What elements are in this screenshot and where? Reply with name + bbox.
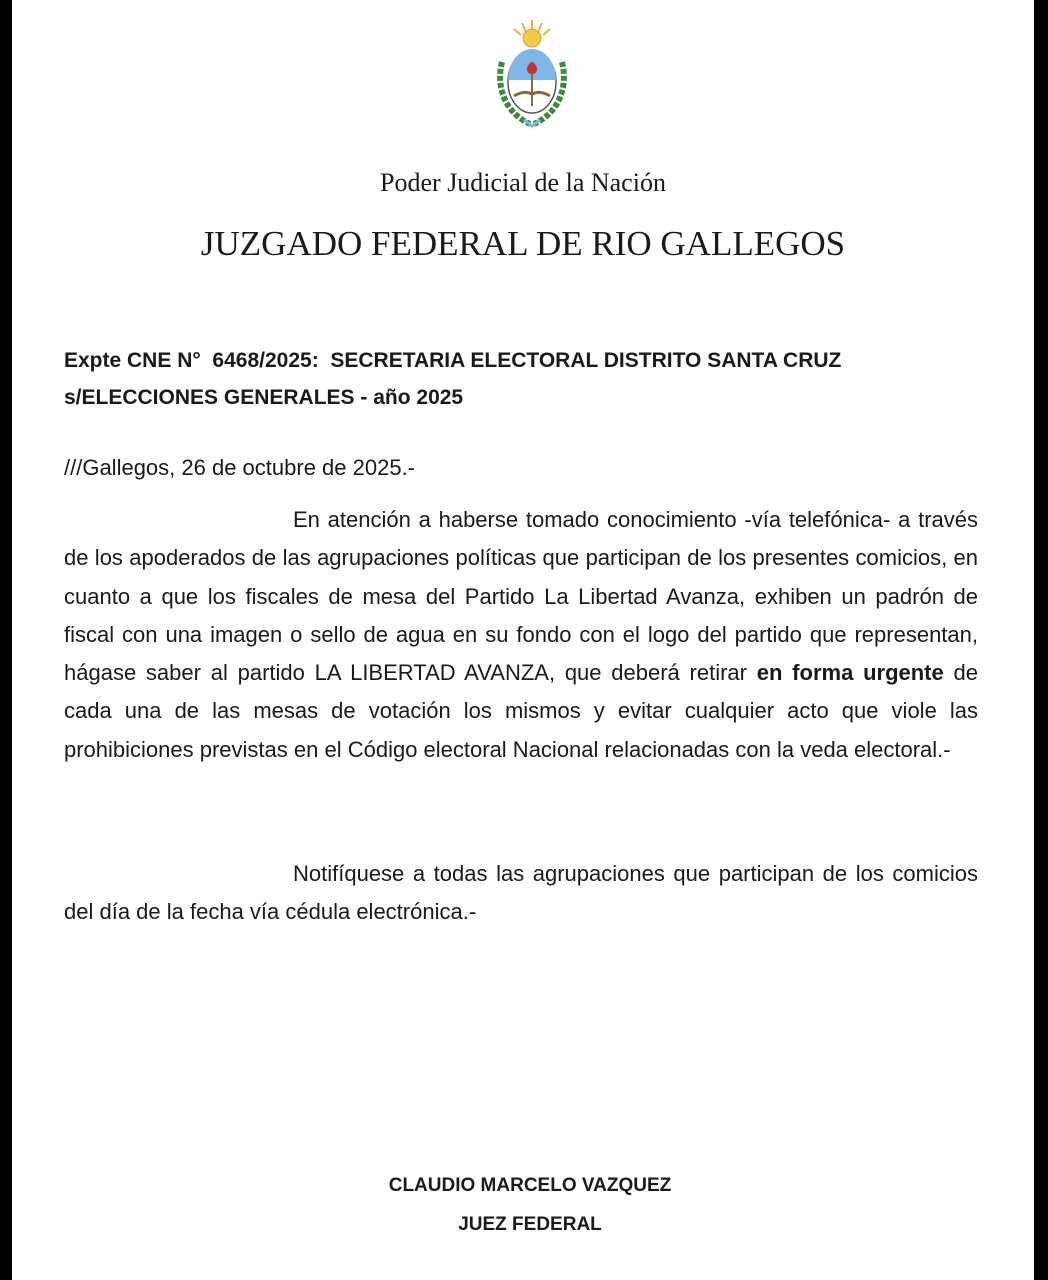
body-paragraph-2: Notifíquese a todas las agrupaciones que participan de los comicios del día de la fecha vía cédula electrónica.- — [64, 861, 978, 925]
document-page — [12, 0, 1034, 1280]
signature-title: JUEZ FEDERAL — [458, 1214, 602, 1235]
argentina-coat-of-arms-icon — [490, 16, 574, 132]
case-caption — [64, 342, 978, 416]
institution-heading: Poder Judicial de la Nación — [380, 168, 666, 197]
dateline: ///Gallegos, 26 de octubre de 2025.- — [64, 455, 416, 480]
case-caption-line1: Expte CNE N° 6468/2025: SECRETARIA ELECTORAL DISTRITO SANTA CRUZ — [64, 349, 842, 372]
body-paragraph-1-emphasis: en forma urgente — [756, 660, 944, 686]
body-paragraph-1-start: En atención a haberse tomado conocimiento -vía telefónica- a través de los apoderados de las agrupaciones políticas que participan de los presentes comicios, en cuanto a que los fiscales de mesa del Partido La Libertad Avanza, exhiben un padrón de fiscal con una imagen o sello de agua en su fondo con el logo del partido que representan, hágase saber al partido LA LIBERTAD AVANZA, que deberá retirar — [64, 507, 978, 686]
signature-name: CLAUDIO MARCELO VAZQUEZ — [388, 1175, 672, 1196]
case-caption-line2: s/ELECCIONES GENERALES - año 2025 — [64, 386, 464, 409]
court-heading: JUZGADO FEDERAL DE RIO GALLEGOS — [200, 224, 846, 263]
body-paragraph-1-end: de cada una de las mesas de votación los mismos y evitar cualquier acto que viole las prohibiciones previstas en el Código electoral Nacional relacionadas con la veda electoral.- — [64, 660, 978, 762]
body-paragraph-1 — [64, 501, 978, 769]
